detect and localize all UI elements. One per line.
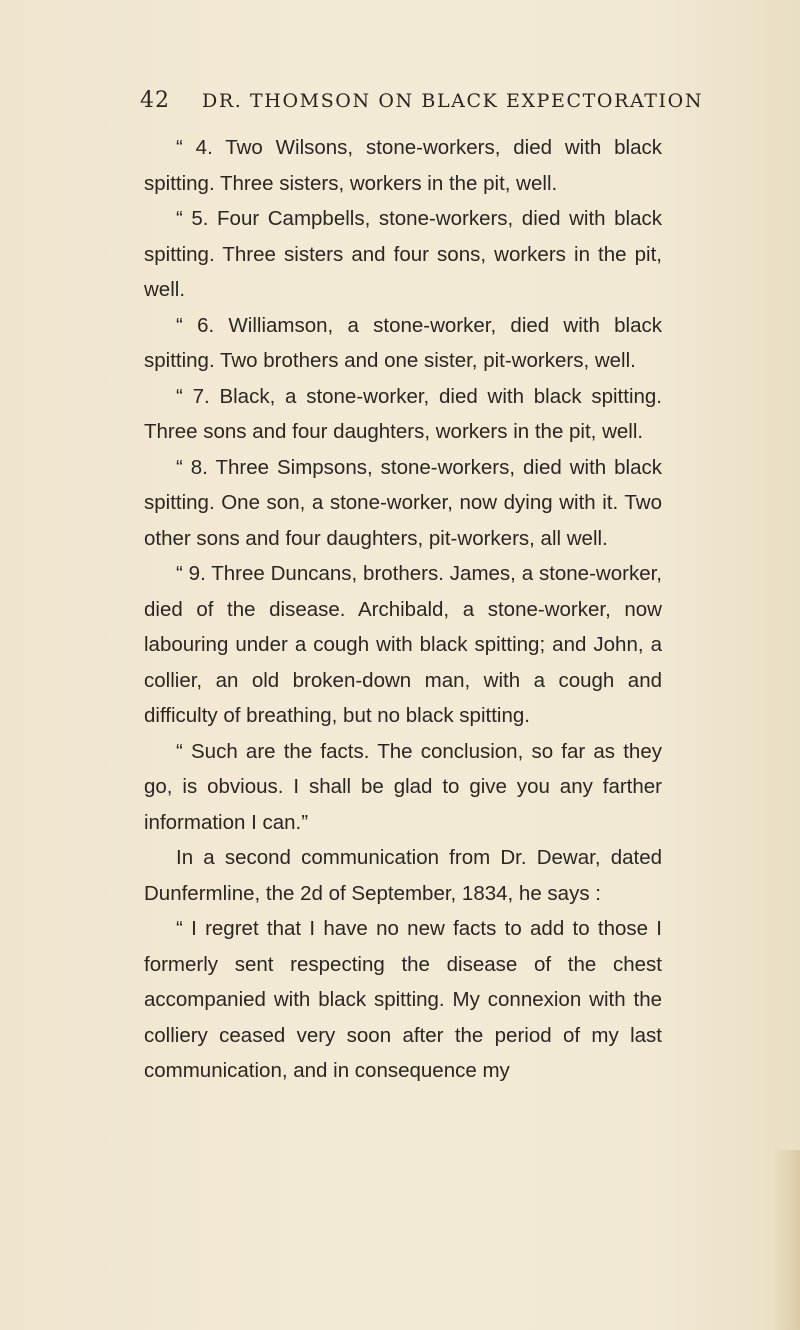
paragraph-case-7: “ 7. Black, a stone-worker, died with black spitting. Three sons and four daughters, workers in the pit, well. xyxy=(144,384,662,443)
page-number: 42 xyxy=(140,88,170,113)
body-text xyxy=(144,130,662,1089)
paragraph-second-communication: In a second communication from Dr. Dewar, dated Dunfermline, the 2d of September, 1834, he says : xyxy=(144,846,662,905)
paragraph-conclusion: “ Such are the facts. The conclusion, so far as they go, is obvious. I shall be glad to give you any farther information I can.” xyxy=(144,739,662,834)
running-head: DR. THOMSON ON BLACK EXPECTORATION xyxy=(202,90,704,112)
paragraph-case-5: “ 5. Four Campbells, stone-workers, died with black spitting. Three sisters and four sons, workers in the pit, well. xyxy=(144,207,662,301)
paragraph-case-8: “ 8. Three Simpsons, stone-workers, died with black spitting. One son, a stone-worker, now dying with it. Two other sons and four daughters, pit-workers, all well. xyxy=(144,455,662,550)
paragraph-case-9: “ 9. Three Duncans, brothers. James, a stone-worker, died of the disease. Archibald, a stone-worker, now labouring under a cough with black spitting; and John, a collier, an old broken-down man, with a cough and difficulty of breathing, but no black spitting. xyxy=(144,562,662,727)
page-edge-stain xyxy=(772,1150,800,1330)
paragraph-regret-quote: “ I regret that I have no new facts to add to those I formerly sent respecting the disease of the chest accompanied with black spitting. My connexion with the colliery ceased very soon after the period of my last communication, and in consequence my xyxy=(144,917,662,1082)
paragraph-case-6: “ 6. Williamson, a stone-worker, died with black spitting. Two brothers and one sister, pit-workers, well. xyxy=(144,313,662,372)
page-header xyxy=(140,88,704,118)
paragraph-case-4: “ 4. Two Wilsons, stone-workers, died with black spitting. Three sisters, workers in the pit, well. xyxy=(144,136,662,195)
